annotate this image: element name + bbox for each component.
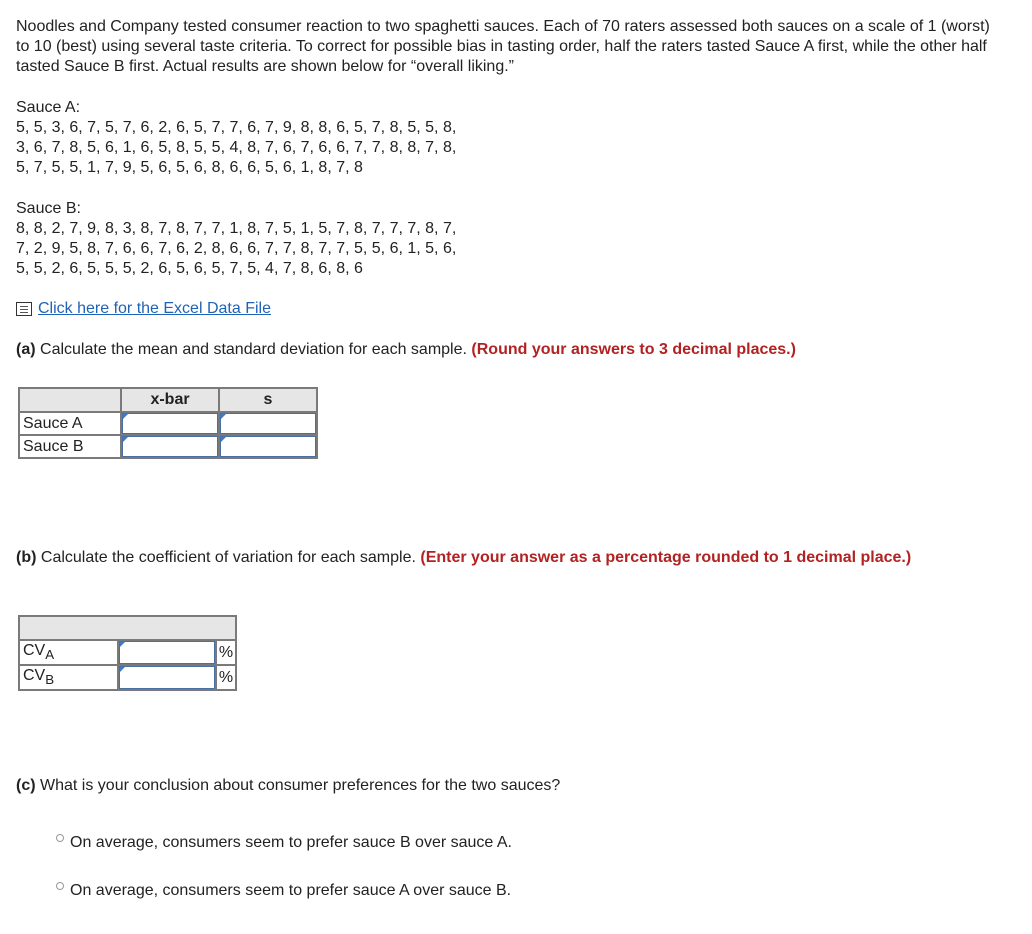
excel-data-link[interactable]: Click here for the Excel Data File <box>38 300 271 317</box>
xbar-a-input[interactable] <box>122 413 218 434</box>
xbar-b-cell[interactable] <box>121 435 219 458</box>
sauce-b-data <box>16 199 456 279</box>
cva-cell[interactable] <box>118 640 216 665</box>
row-label-sauce-b: Sauce B <box>19 435 121 458</box>
question-c-tag: (c) <box>16 777 36 794</box>
cv-subscript: B <box>45 672 55 688</box>
sauce-a-line: 5, 7, 5, 5, 1, 7, 9, 5, 6, 5, 6, 8, 6, 6, 5, 6, 1, 8, 7, 8 <box>16 159 363 176</box>
question-b <box>16 548 956 568</box>
sauce-a-line: 3, 6, 7, 8, 5, 6, 1, 6, 5, 8, 5, 5, 4, 8, 7, 6, 7, 6, 6, 7, 7, 8, 8, 7, 8, <box>16 139 457 156</box>
cva-input[interactable] <box>119 641 215 664</box>
radio-button[interactable] <box>56 882 64 890</box>
cv-base: CV <box>23 667 46 685</box>
spreadsheet-icon[interactable] <box>16 302 32 316</box>
question-a-text: Calculate the mean and standard deviation for each sample. <box>40 341 467 358</box>
s-a-input[interactable] <box>220 413 316 434</box>
table-row <box>19 412 317 435</box>
radio-button[interactable] <box>56 834 64 842</box>
excel-link-row[interactable] <box>16 300 271 318</box>
option-label[interactable]: On average, consumers seem to prefer sauce B over sauce A. <box>70 834 512 851</box>
sauce-b-line: 5, 5, 2, 6, 5, 5, 5, 2, 6, 5, 6, 5, 7, 5, 4, 7, 8, 6, 8, 6 <box>16 260 363 277</box>
question-b-text: Calculate the coefficient of variation for each sample. <box>40 549 416 566</box>
row-label-cva <box>19 640 118 665</box>
cv-header-blank <box>19 616 236 640</box>
s-b-cell[interactable] <box>219 435 317 458</box>
table-row <box>19 435 317 458</box>
cv-subscript: A <box>45 647 55 663</box>
header-s: s <box>219 388 317 412</box>
table-row <box>19 640 236 665</box>
question-b-tag: (b) <box>16 549 37 566</box>
question-c-text: What is your conclusion about consumer preferences for the two sauces? <box>40 777 561 794</box>
row-label-sauce-a: Sauce A <box>19 412 121 435</box>
mean-sd-table <box>18 387 318 459</box>
sauce-b-line: 8, 8, 2, 7, 9, 8, 3, 8, 7, 8, 7, 7, 1, 8, 7, 5, 1, 5, 7, 8, 7, 7, 7, 8, 7, <box>16 220 457 237</box>
intro-paragraph <box>16 17 1006 77</box>
xbar-b-input[interactable] <box>122 436 218 457</box>
sauce-b-label: Sauce B: <box>16 200 81 217</box>
table-header-row <box>19 388 317 412</box>
cv-table <box>18 615 237 691</box>
percent-unit: % <box>216 640 236 665</box>
question-b-hint: (Enter your answer as a percentage rounded to 1 decimal place.) <box>420 549 912 566</box>
percent-unit: % <box>216 665 236 690</box>
option-label[interactable]: On average, consumers seem to prefer sauce A over sauce B. <box>70 882 512 899</box>
s-b-input[interactable] <box>220 436 316 457</box>
sauce-a-line: 5, 5, 3, 6, 7, 5, 7, 6, 2, 6, 5, 7, 7, 6, 7, 9, 8, 8, 6, 5, 7, 8, 5, 5, 8, <box>16 119 457 136</box>
question-c <box>16 776 560 796</box>
question-a-tag: (a) <box>16 341 36 358</box>
option-prefer-a[interactable] <box>56 882 511 900</box>
table-row <box>19 665 236 690</box>
cvb-input[interactable] <box>119 666 215 689</box>
sauce-a-label: Sauce A: <box>16 99 81 116</box>
table-header-row <box>19 616 236 640</box>
sauce-b-line: 7, 2, 9, 5, 8, 7, 6, 6, 7, 6, 2, 8, 6, 6, 7, 7, 8, 7, 7, 5, 5, 6, 1, 5, 6, <box>16 240 457 257</box>
question-a-hint: (Round your answers to 3 decimal places.) <box>471 341 796 358</box>
s-a-cell[interactable] <box>219 412 317 435</box>
xbar-a-cell[interactable] <box>121 412 219 435</box>
intro-text: Noodles and Company tested consumer reaction to two spaghetti sauces. Each of 70 raters assessed both sauces on a scale of 1 (worst) to 10 (best) using several taste criteria. To correct for possible bias in tasting order, half the raters tasted Sauce A first, while the other half tasted Sauce B first. Actual results are shown below for “overall liking.” <box>16 18 990 75</box>
question-a <box>16 340 796 360</box>
header-blank <box>19 388 121 412</box>
cvb-cell[interactable] <box>118 665 216 690</box>
row-label-cvb <box>19 665 118 690</box>
sauce-a-data <box>16 98 456 178</box>
option-prefer-b[interactable] <box>56 834 512 852</box>
cv-base: CV <box>23 642 46 660</box>
header-xbar: x-bar <box>121 388 219 412</box>
